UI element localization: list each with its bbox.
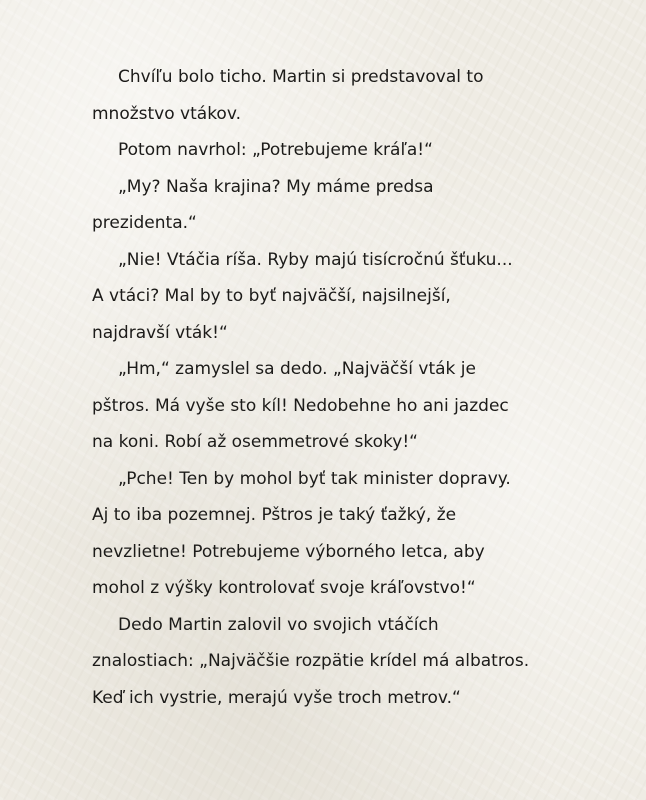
story-text: [92, 59, 562, 716]
text-line: Potom navrhol: „Potrebujeme kráľa!“: [118, 140, 433, 160]
text-line: pštros. Má vyše sto kíl! Nedobehne ho ani jazdec: [92, 395, 509, 416]
text-line: Dedo Martin zalovil vo svojich vtáčích: [118, 614, 439, 635]
text-line: najdravší vták!“: [92, 322, 228, 343]
text-line: mohol z výšky kontrolovať svoje kráľovstvo!“: [92, 578, 476, 598]
paragraph-3: [92, 169, 562, 242]
text-line: Chvíľu bolo ticho. Martin si predstavoval to: [118, 67, 484, 87]
paragraph-5: [92, 351, 562, 461]
text-line: na koni. Robí až osemmetrové skoky!“: [92, 432, 418, 452]
text-line: „Pche! Ten by mohol byť tak minister dopravy.: [118, 468, 511, 489]
text-line: A vtáci? Mal by to byť najväčší, najsilnejší,: [92, 286, 451, 306]
paragraph-7: [92, 607, 562, 717]
text-line: Keď ich vystrie, merajú vyše troch metrov.“: [92, 687, 461, 708]
paragraph-6: [92, 461, 562, 607]
paragraph-1: [92, 59, 562, 132]
text-line: nevzlietne! Potrebujeme výborného letca, aby: [92, 541, 485, 562]
text-line: Aj to iba pozemnej. Pštros je taký ťažký, že: [92, 505, 457, 525]
text-line: „My? Naša krajina? My máme predsa: [118, 176, 434, 197]
text-line: prezidenta.“: [92, 213, 197, 233]
text-line: znalostiach: „Najväčšie rozpätie krídel má albatros.: [92, 651, 530, 671]
text-line: „Nie! Vtáčia ríša. Ryby majú tisícročnú šťuku...: [118, 249, 513, 270]
paragraph-2: [92, 132, 562, 169]
paragraph-4: [92, 242, 562, 352]
text-line: množstvo vtákov.: [92, 103, 241, 124]
text-line: „Hm,“ zamyslel sa dedo. „Najväčší vták je: [118, 359, 476, 379]
